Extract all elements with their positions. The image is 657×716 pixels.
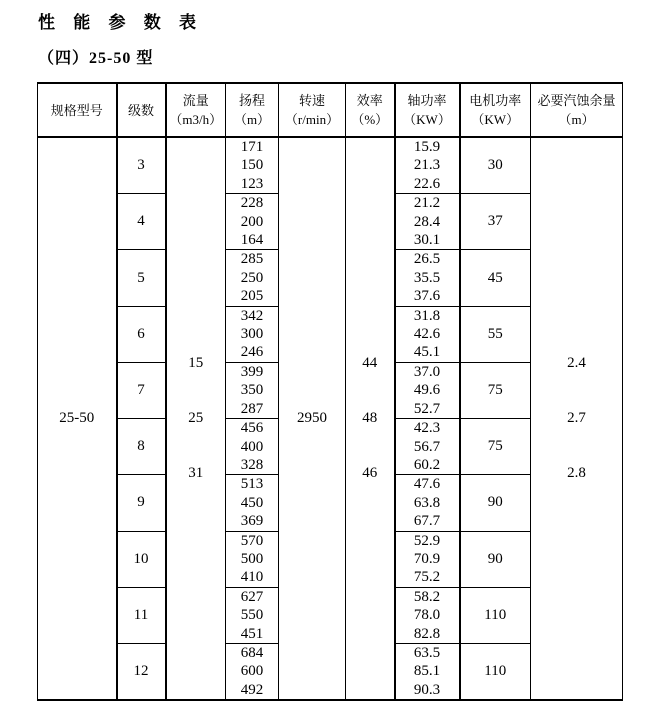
cell-stages: 5 (117, 250, 166, 306)
head-value-lines (226, 419, 278, 474)
cell-shaft-power (395, 643, 460, 700)
shaft-power-value: 31.8 (413, 307, 441, 324)
shaft-power-value-lines (396, 644, 459, 699)
head-value: 150 (240, 157, 264, 174)
shaft-power-value: 22.6 (413, 175, 441, 192)
head-value-lines (226, 194, 278, 249)
flow-value: 25 (188, 410, 204, 427)
flow-value: 15 (188, 355, 204, 372)
cell-shaft-power (395, 475, 460, 531)
shaft-power-value: 63.8 (413, 494, 441, 511)
page-subtitle: （四）25-50 型 (38, 50, 154, 67)
head-value: 171 (240, 139, 264, 155)
npsh-value: 2.7 (567, 410, 586, 427)
shaft-power-value-lines (396, 194, 459, 249)
flow-value: 31 (188, 465, 204, 482)
head-value: 627 (240, 588, 264, 605)
shaft-power-value-lines (396, 250, 459, 305)
table-row (38, 137, 623, 194)
head-value: 123 (240, 175, 264, 192)
efficiency-value-stack (346, 141, 394, 697)
shaft-power-value-lines (396, 307, 459, 362)
cell-shaft-power (395, 531, 460, 587)
table-header-row (38, 83, 623, 137)
head-value: 164 (240, 232, 264, 249)
shaft-power-value: 37.6 (413, 288, 441, 305)
header-name: 必要汽蚀余量 (537, 93, 616, 108)
cell-stages: 7 (117, 362, 166, 418)
head-value: 400 (240, 438, 264, 455)
head-value: 228 (240, 195, 264, 212)
cell-stages: 9 (117, 475, 166, 531)
shaft-power-value: 26.5 (413, 251, 441, 268)
efficiency-value: 48 (362, 410, 378, 427)
shaft-power-value: 70.9 (413, 550, 441, 567)
cell-motor-power: 110 (460, 643, 531, 700)
shaft-power-value: 49.6 (413, 382, 441, 399)
header-npsh (531, 83, 623, 137)
head-value-lines (226, 138, 278, 193)
header-name: 电机功率 (469, 93, 522, 108)
head-value: 410 (240, 569, 264, 586)
shaft-power-value: 78.0 (413, 607, 441, 624)
cell-motor-power: 75 (460, 419, 531, 475)
head-value: 513 (240, 476, 264, 493)
shaft-power-value: 90.3 (413, 681, 441, 698)
shaft-power-value: 56.7 (413, 438, 441, 455)
shaft-power-value-lines (396, 532, 459, 587)
cell-motor-power: 37 (460, 194, 531, 250)
head-value: 570 (240, 532, 264, 549)
cell-speed: 2950 (279, 137, 346, 700)
cell-head (226, 643, 279, 700)
cell-motor-power: 45 (460, 250, 531, 306)
shaft-power-value-lines (396, 588, 459, 643)
cell-shaft-power (395, 137, 460, 194)
header-name: 规格型号 (50, 102, 103, 118)
header-name: 级数 (127, 102, 154, 118)
cell-motor-power: 90 (460, 475, 531, 531)
header-name: 流量 (182, 93, 209, 108)
head-value: 451 (240, 625, 264, 642)
header-name: 扬程 (238, 93, 265, 108)
shaft-power-value: 52.9 (413, 532, 441, 549)
shaft-power-value: 82.8 (413, 625, 441, 642)
head-value: 328 (240, 456, 264, 473)
cell-stages: 3 (117, 137, 166, 194)
header-unit: （%） (351, 112, 389, 127)
cell-shaft-power (395, 419, 460, 475)
head-value: 399 (240, 363, 264, 380)
cell-model: 25-50 (38, 137, 117, 700)
shaft-power-value-lines (396, 363, 459, 418)
head-value: 285 (240, 251, 264, 268)
shaft-power-value: 42.3 (413, 420, 441, 437)
cell-shaft-power (395, 587, 460, 643)
head-value: 350 (240, 382, 264, 399)
head-value: 456 (240, 420, 264, 437)
header-unit: （KW） (403, 112, 451, 127)
shaft-power-value: 15.9 (413, 139, 441, 155)
header-speed (279, 83, 346, 137)
cell-head (226, 531, 279, 587)
cell-stages: 10 (117, 531, 166, 587)
npsh-value: 2.8 (567, 465, 586, 482)
cell-npsh (531, 137, 623, 700)
header-unit: （m） (233, 112, 271, 127)
head-value: 450 (240, 494, 264, 511)
head-value: 342 (240, 307, 264, 324)
head-value: 600 (240, 663, 264, 680)
header-unit: （KW） (471, 112, 520, 127)
header-name: 轴功率 (407, 93, 447, 108)
shaft-power-value: 42.6 (413, 326, 441, 343)
cell-shaft-power (395, 362, 460, 418)
cell-head (226, 250, 279, 306)
flow-value-stack (167, 141, 226, 697)
cell-head (226, 419, 279, 475)
shaft-power-value: 58.2 (413, 588, 441, 605)
head-value: 369 (240, 513, 264, 530)
shaft-power-value: 37.0 (413, 363, 441, 380)
cell-head (226, 137, 279, 194)
head-value-lines (226, 588, 278, 643)
cell-motor-power: 110 (460, 587, 531, 643)
head-value-lines (226, 250, 278, 305)
cell-head (226, 306, 279, 362)
cell-head (226, 194, 279, 250)
head-value: 492 (240, 681, 264, 698)
cell-head (226, 362, 279, 418)
header-motor-power (460, 83, 531, 137)
shaft-power-value-lines (396, 138, 459, 193)
header-model (38, 83, 117, 137)
shaft-power-value: 28.4 (413, 213, 441, 230)
head-value-lines (226, 363, 278, 418)
page-title: 性 能 参 数 表 (38, 13, 203, 32)
cell-motor-power: 55 (460, 306, 531, 362)
head-value-lines (226, 532, 278, 587)
head-value-lines (226, 307, 278, 362)
shaft-power-value: 85.1 (413, 663, 441, 680)
head-value: 246 (240, 344, 264, 361)
header-unit: （m） (558, 112, 595, 127)
head-value: 250 (240, 269, 264, 286)
cell-motor-power: 30 (460, 137, 531, 194)
header-unit: （m3/h） (169, 112, 223, 127)
head-value: 287 (240, 400, 264, 417)
header-efficiency (346, 83, 395, 137)
head-value: 550 (240, 607, 264, 624)
shaft-power-value: 30.1 (413, 232, 441, 249)
cell-stages: 6 (117, 306, 166, 362)
cell-stages: 4 (117, 194, 166, 250)
npsh-value: 2.4 (567, 355, 586, 372)
head-value: 684 (240, 644, 264, 661)
shaft-power-value: 21.2 (413, 195, 441, 212)
shaft-power-value: 21.3 (413, 157, 441, 174)
cell-shaft-power (395, 194, 460, 250)
header-name: 效率 (356, 93, 383, 108)
cell-stages: 8 (117, 419, 166, 475)
header-flow (166, 83, 226, 137)
shaft-power-value: 45.1 (413, 344, 441, 361)
shaft-power-value: 67.7 (413, 513, 441, 530)
header-head (226, 83, 279, 137)
cell-shaft-power (395, 306, 460, 362)
head-value: 500 (240, 550, 264, 567)
efficiency-value: 46 (362, 465, 378, 482)
head-value-lines (226, 644, 278, 699)
head-value: 300 (240, 326, 264, 343)
cell-shaft-power (395, 250, 460, 306)
shaft-power-value: 60.2 (413, 456, 441, 473)
head-value: 205 (240, 288, 264, 305)
cell-head (226, 475, 279, 531)
cell-efficiency (346, 137, 395, 700)
cell-motor-power: 90 (460, 531, 531, 587)
shaft-power-value: 75.2 (413, 569, 441, 586)
shaft-power-value: 63.5 (413, 644, 441, 661)
cell-flow (166, 137, 226, 700)
cell-stages: 11 (117, 587, 166, 643)
header-stages (117, 83, 166, 137)
npsh-value-stack (531, 141, 622, 697)
shaft-power-value: 52.7 (413, 400, 441, 417)
head-value-lines (226, 475, 278, 530)
header-shaft-power (395, 83, 460, 137)
shaft-power-value: 35.5 (413, 269, 441, 286)
header-unit: （r/min） (284, 112, 340, 127)
efficiency-value: 44 (362, 355, 378, 372)
shaft-power-value-lines (396, 475, 459, 530)
cell-head (226, 587, 279, 643)
head-value: 200 (240, 213, 264, 230)
shaft-power-value: 47.6 (413, 476, 441, 493)
cell-motor-power: 75 (460, 362, 531, 418)
shaft-power-value-lines (396, 419, 459, 474)
cell-stages: 12 (117, 643, 166, 700)
header-name: 转速 (298, 93, 325, 108)
performance-parameter-table (37, 82, 623, 701)
